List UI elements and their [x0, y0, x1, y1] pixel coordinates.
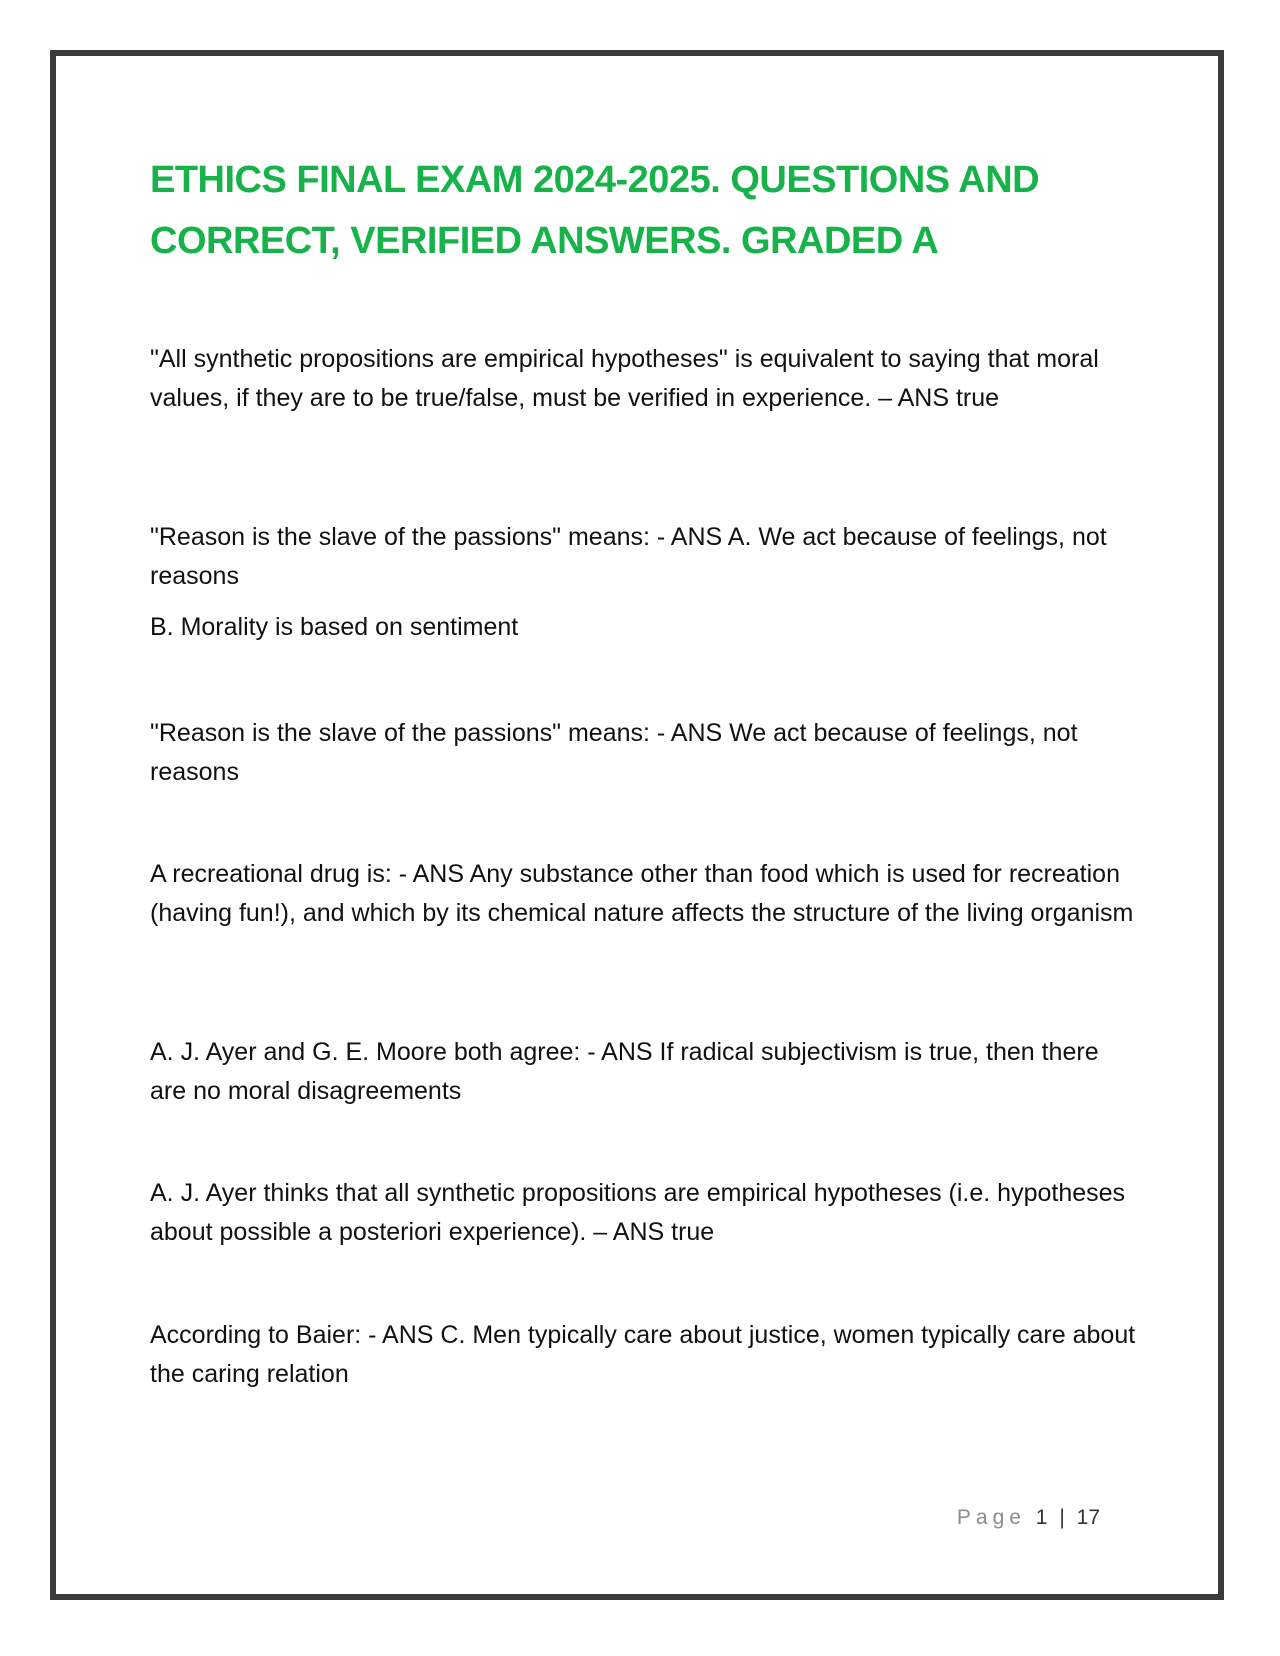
- page-footer: [957, 1503, 1100, 1533]
- page-word: Page: [956, 1506, 1026, 1529]
- qa-entry: A. J. Ayer thinks that all synthetic propositions are empirical hypotheses (i.e. hypotheses about possible a posteriori experience). – ANS true: [150, 1179, 1126, 1246]
- qa-entry: According to Baier: - ANS C. Men typically care about justice, women typically care about the caring relation: [150, 1321, 1136, 1388]
- qa-entry-continuation: B. Morality is based on sentiment: [150, 613, 519, 641]
- qa-entry: "Reason is the slave of the passions" means: - ANS We act because of feelings, not reasons: [150, 719, 1078, 786]
- qa-entry: "Reason is the slave of the passions" means: - ANS A. We act because of feelings, not reasons: [150, 523, 1107, 590]
- current-page-number: 1: [1035, 1506, 1048, 1529]
- qa-entry: "All synthetic propositions are empirical hypotheses" is equivalent to saying that moral values, if they are to be true/false, must be verified in experience. – ANS true: [150, 345, 1099, 412]
- document-title: ETHICS FINAL EXAM 2024-2025. QUESTIONS AND CORRECT, VERIFIED ANSWERS. GRADED A: [150, 159, 1040, 262]
- qa-entry: A. J. Ayer and G. E. Moore both agree: - ANS If radical subjectivism is true, then there are no moral disagreements: [150, 1038, 1099, 1105]
- qa-entry: A recreational drug is: - ANS Any substance other than food which is used for recreation (having fun!), and which by its chemical nature affects the structure of the living organism: [150, 860, 1134, 927]
- total-pages: 17: [1076, 1506, 1100, 1529]
- page-separator: |: [1059, 1506, 1065, 1529]
